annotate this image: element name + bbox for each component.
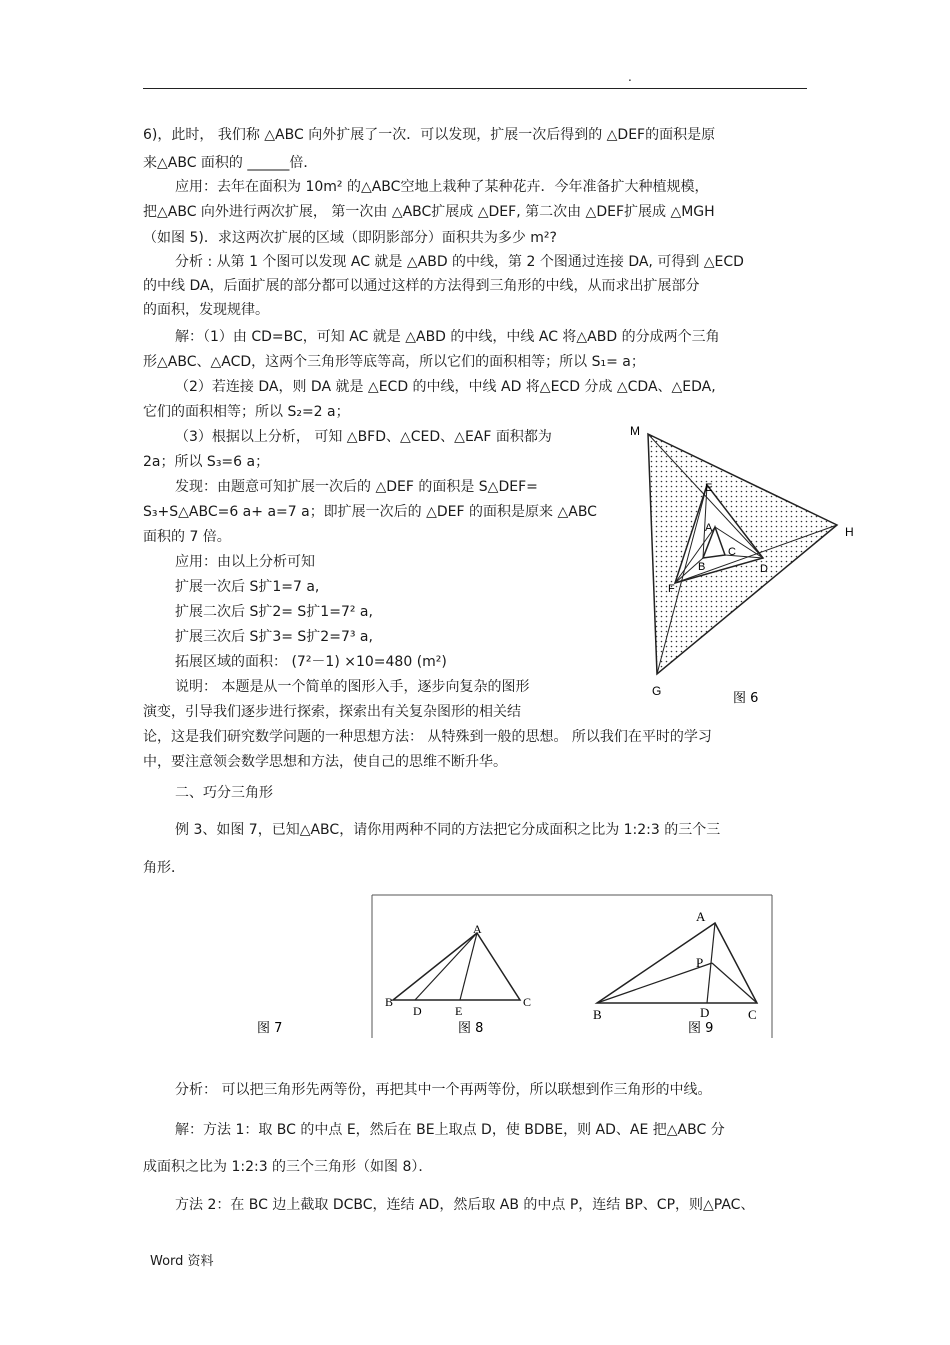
triangle-fig8: [393, 933, 520, 1000]
fig8-label-e: E: [455, 1004, 463, 1018]
label-c: C: [728, 546, 736, 558]
fig9-label-b: B: [593, 1007, 602, 1022]
figure-8-caption: 图 8: [458, 1021, 484, 1036]
text-line: 2a；所以 S₃=6 a；: [143, 454, 270, 470]
text-line: 成面积之比为 1:2:3 的三个三角形（如图 8）．: [143, 1159, 433, 1175]
figure-6-caption: 图 6: [733, 691, 759, 706]
triangle-fig9: [597, 923, 757, 1003]
text-line: 分析 : 从第 1 个图可以发现 AC 就是 △ABD 的中线，第 2 个图通过连接 DA, 可得到 △ECD: [175, 254, 744, 270]
text-line: 演变，引导我们逐步进行探索，探索出有关复杂图形的相关结: [143, 704, 521, 720]
text-line: 应用：去年在面积为 10m² 的△ABC空地上栽种了某种花卉．今年准备扩大种植规模，: [175, 179, 709, 195]
text-line: 发现：由题意可知扩展一次后的 △DEF 的面积是 S△DEF=: [175, 479, 538, 495]
fig9-label-d: D: [700, 1005, 710, 1020]
text-line: 说明： 本题是从一个简单的图形入手，逐步向复杂的图形: [175, 679, 530, 695]
text-line: 把△ABC 向外进行两次扩展， 第一次由 △ABC扩展成 △DEF, 第二次由 △DEF扩展成 △MGH: [143, 204, 715, 220]
footer-label: Word 资料: [150, 1254, 214, 1269]
label-g: G: [652, 684, 662, 698]
text-line: （3）根据以上分析， 可知 △BFD、△CED、△EAF 面积都为: [175, 429, 552, 445]
fig8-label-a: A: [473, 922, 482, 936]
text-line: 的中线 DA，后面扩展的部分都可以通过这样的方法得到三角形的中线，从而求出扩展部分: [143, 278, 700, 294]
label-m: M: [630, 424, 640, 438]
text-line: 例 3、如图 7，已知△ABC，请你用两种不同的方法把它分成面积之比为 1:2:3 的三个三: [175, 822, 721, 838]
label-f: F: [668, 583, 675, 595]
label-d: D: [760, 563, 768, 575]
fig8-label-b: B: [385, 995, 394, 1009]
text-line: 解：（1）由 CD=BC，可知 AC 就是 △ABD 的中线，中线 AC 将△ABD 的分成两个三角: [175, 329, 720, 345]
section-heading: 二、巧分三角形: [175, 785, 273, 801]
label-a: A: [705, 522, 713, 534]
figure-9-caption: 图 9: [688, 1021, 714, 1036]
text-line: 6)，此时， 我们称 △ABC 向外扩展了一次．可以发现，扩展一次后得到的 △DEF的面积是原: [143, 127, 716, 143]
text-line: S₃+S△ABC=6 a+ a=7 a；即扩展一次后的 △DEF 的面积是原来 △ABC: [143, 504, 597, 520]
text-line: 解：方法 1：取 BC 的中点 E，然后在 BE上取点 D，使 BDBE，则 AD、AE 把△ABC 分: [175, 1122, 725, 1138]
label-e: E: [705, 482, 713, 494]
text-line: 扩展一次后 S扩1=7 a,: [175, 579, 320, 595]
text-line: 扩展三次后 S扩3= S扩2=7³ a,: [175, 629, 373, 645]
text-line: 扩展二次后 S扩2= S扩1=7² a,: [175, 604, 373, 620]
text-line: 拓展区域的面积： (7²－1) ×10=480 (m²): [175, 654, 447, 670]
fig8-label-d: D: [413, 1004, 422, 1018]
fig9-label-a: A: [696, 909, 706, 924]
text-line: 形△ABC、△ACD，这两个三角形等底等高，所以它们的面积相等；所以 S₁= a；: [143, 354, 645, 370]
text-line: 分析： 可以把三角形先两等份，再把其中一个再两等份，所以联想到作三角形的中线。: [175, 1082, 712, 1098]
figure-7-caption: 图 7: [257, 1021, 283, 1036]
text-line: 面积的 7 倍。: [143, 529, 231, 545]
label-h: H: [845, 525, 854, 539]
text-line: 的面积，发现规律。: [143, 302, 269, 318]
text-line: 中，要注意领会数学思想和方法，使自己的思维不断升华。: [143, 754, 507, 770]
text-line: 应用：由以上分析可知: [175, 554, 315, 570]
fig9-label-p: P: [696, 955, 704, 970]
text-line: 方法 2：在 BC 边上截取 DCBC，连结 AD，然后取 AB 的中点 P，连结 BP、CP，则△PAC、: [175, 1197, 755, 1213]
figure-6: [615, 415, 875, 725]
header-rule: [143, 88, 807, 89]
text-line: （2）若连接 DA，则 DA 就是 △ECD 的中线，中线 AD 将△ECD 分成 △CDA、△EDA,: [175, 379, 716, 395]
text-line: 角形．: [143, 860, 185, 876]
text-line: 来△ABC 面积的 ______倍．: [143, 155, 318, 171]
fig8-label-c: C: [523, 995, 532, 1009]
text-line: 它们的面积相等；所以 S₂=2 a；: [143, 404, 350, 420]
text-line: （如图 5)．求这两次扩展的区域（即阴影部分）面积共为多少 m²?: [143, 230, 557, 246]
fig9-label-c: C: [748, 1007, 757, 1022]
text-line: 论，这是我们研究数学问题的一种思想方法： 从特殊到一般的思想。 所以我们在平时的学习: [143, 729, 712, 745]
figures-7-8-9: [245, 893, 785, 1043]
header-dot: .: [628, 70, 632, 84]
label-b: B: [698, 561, 706, 573]
